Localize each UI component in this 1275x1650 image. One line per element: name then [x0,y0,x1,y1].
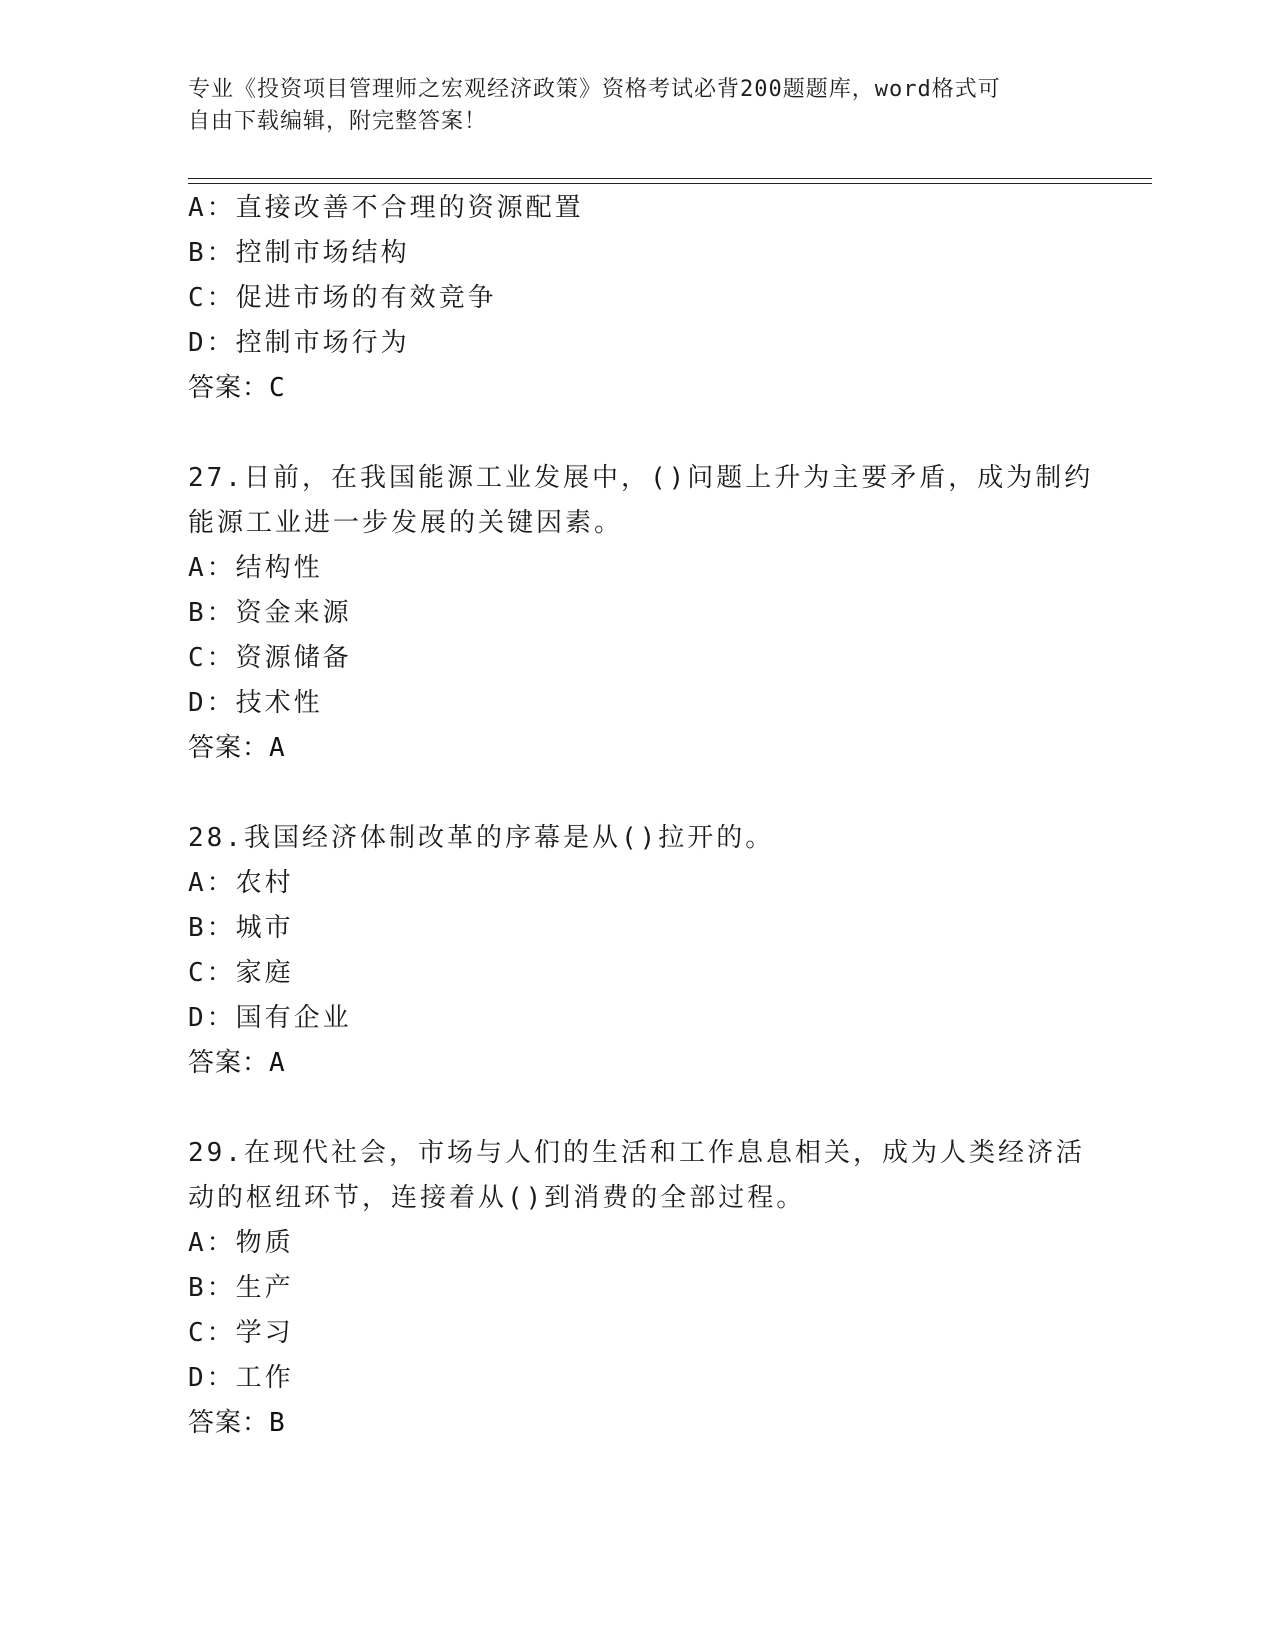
q27-answer-value: A [269,733,285,763]
q26-option-d: D：控制市场行为 [188,328,410,358]
q27-stem-line-1: 27.日前，在我国能源工业发展中，()问题上升为主要矛盾，成为制约 [188,463,1094,493]
q26-option-a: A：直接改善不合理的资源配置 [188,193,584,223]
q29-answer-value: B [269,1408,285,1438]
q27-option-a: A：结构性 [188,553,323,583]
q29-option-c: C：学习 [188,1318,294,1348]
q29-stem-line-2: 动的枢纽环节，连接着从()到消费的全部过程。 [188,1183,806,1213]
q26-answer-label: 答案： [188,373,270,403]
document-header [188,74,1068,138]
q27-option-d: D：技术性 [188,688,323,718]
q28-answer-value: A [269,1048,285,1078]
q28-option-d: D：国有企业 [188,1003,352,1033]
q28-option-b: B：城市 [188,913,294,943]
q27-answer-label: 答案： [188,733,270,763]
q28-answer [188,1046,285,1080]
q27-option-b: B：资金来源 [188,598,352,628]
q29-option-b: B：生产 [188,1273,294,1303]
q28-option-c: C：家庭 [188,958,294,988]
q26-option-b: B：控制市场结构 [188,238,410,268]
header-line-2: 自由下载编辑，附完整答案！ [188,109,488,134]
q26-answer [188,371,285,405]
q28-answer-label: 答案： [188,1048,270,1078]
q29-stem-line-1: 29.在现代社会，市场与人们的生活和工作息息相关，成为人类经济活 [188,1138,1085,1168]
q28-stem-line-1: 28.我国经济体制改革的序幕是从()拉开的。 [188,823,775,853]
header-line-1: 专业《投资项目管理师之宏观经济政策》资格考试必背200题题库，word格式可 [188,77,1001,102]
q29-option-a: A：物质 [188,1228,294,1258]
header-divider-bottom [188,183,1152,184]
q26-option-c: C：促进市场的有效竞争 [188,283,497,313]
q29-option-d: D：工作 [188,1363,294,1393]
q27-stem-line-2: 能源工业进一步发展的关键因素。 [188,508,624,538]
q27-option-c: C：资源储备 [188,643,352,673]
q28-option-a: A：农村 [188,868,294,898]
q27-answer [188,731,285,765]
header-divider-top [188,178,1152,179]
q26-answer-value: C [269,373,285,403]
q29-answer-label: 答案： [188,1408,270,1438]
q29-answer [188,1406,285,1440]
